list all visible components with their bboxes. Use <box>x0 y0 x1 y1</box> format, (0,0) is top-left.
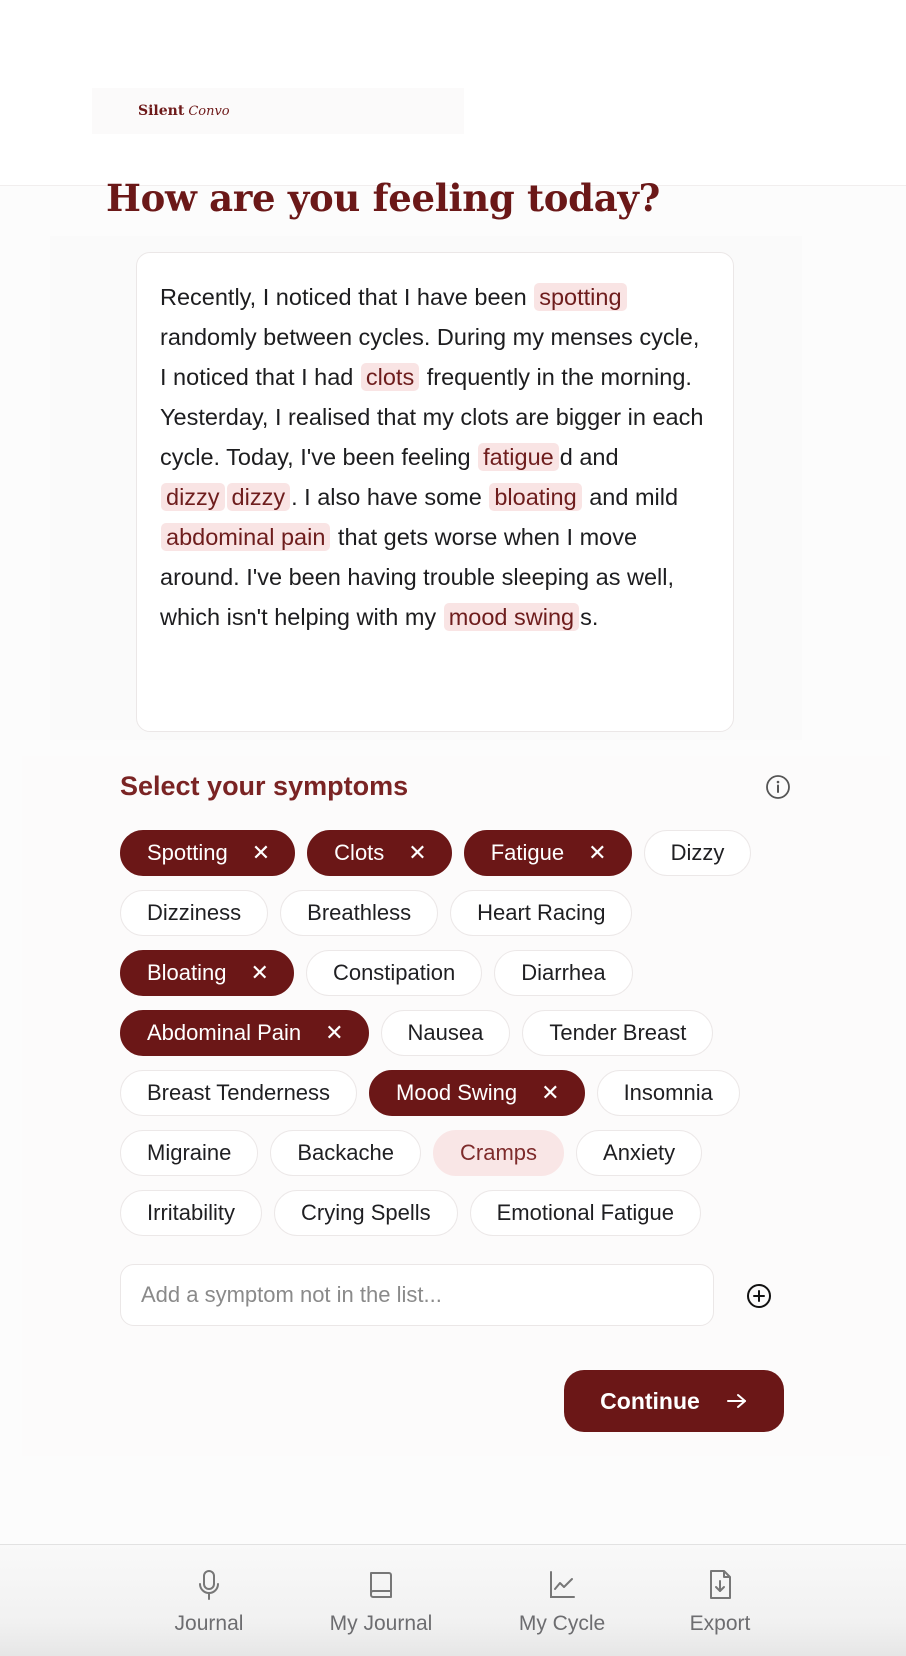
highlighted-symptom: abdominal pain <box>161 523 330 551</box>
symptom-chip[interactable] <box>576 1130 702 1176</box>
symptom-chip-label: Diarrhea <box>521 960 606 985</box>
remove-icon[interactable]: ✕ <box>251 840 271 865</box>
symptom-chip-list <box>120 830 800 1236</box>
add-circle-icon[interactable] <box>746 1283 772 1309</box>
brand-logo[interactable] <box>92 88 464 134</box>
symptom-chip[interactable] <box>120 830 295 876</box>
symptom-chip[interactable] <box>120 950 294 996</box>
add-symptom-field[interactable] <box>120 1264 714 1326</box>
journal-text: randomly between cycles. During my menses cycle, I noticed that I had <box>160 324 700 390</box>
symptom-chip[interactable] <box>450 890 632 936</box>
highlighted-symptom: spotting <box>534 283 626 311</box>
symptom-chip[interactable] <box>644 830 752 876</box>
nav-journal-label: Journal <box>174 1612 244 1635</box>
symptom-chip-label: Cramps <box>460 1140 538 1165</box>
symptom-chip[interactable] <box>120 1190 262 1236</box>
symptom-chip[interactable] <box>464 830 632 876</box>
symptom-chip-label: Abdominal Pain <box>147 1020 302 1045</box>
symptom-chip-label: Breathless <box>307 900 412 925</box>
journal-text: d and <box>559 444 619 470</box>
brand-word-2: Convo <box>188 103 230 119</box>
symptom-chip-label: Insomnia <box>623 1080 713 1105</box>
symptom-chip[interactable] <box>120 890 268 936</box>
nav-export-label: Export <box>689 1612 751 1635</box>
symptoms-title: Select your symptoms <box>120 771 409 801</box>
symptom-chip-label: Breast Tenderness <box>147 1080 331 1105</box>
symptom-chip[interactable] <box>120 1070 357 1116</box>
symptom-chip-label: Migraine <box>147 1140 232 1165</box>
nav-my-cycle-label: My Cycle <box>518 1612 606 1635</box>
journal-entry-text <box>136 252 734 732</box>
symptom-chip-label: Spotting <box>147 840 228 865</box>
symptom-chip-label: Irritability <box>147 1200 236 1225</box>
remove-icon[interactable]: ✕ <box>408 840 427 865</box>
symptom-chip[interactable] <box>274 1190 458 1236</box>
highlighted-symptom: dizzy <box>227 483 291 511</box>
highlighted-symptom: bloating <box>489 483 581 511</box>
symptom-chip[interactable] <box>597 1070 740 1116</box>
highlighted-symptom: clots <box>361 363 419 391</box>
highlighted-symptom: fatigue <box>478 443 559 471</box>
symptom-chip-label: Anxiety <box>603 1140 676 1165</box>
symptom-chip-label: Tender Breast <box>549 1020 687 1045</box>
journal-text: that gets worse when I move around. I've been having trouble sleeping as well, which isn't helping with my <box>160 524 674 630</box>
journal-text: frequently in the morning. Yesterday, I realised that my clots are bigger in each cycle. Today, I've been feeling <box>160 364 704 470</box>
arrow-right-icon <box>726 1392 748 1410</box>
symptom-chip-label: Nausea <box>407 1020 484 1045</box>
symptom-chip[interactable] <box>120 1010 369 1056</box>
symptom-chip-label: Mood Swing <box>396 1080 518 1105</box>
journal-text: Recently, I noticed that I have been <box>160 284 534 310</box>
symptom-chip-label: Dizzy <box>670 840 725 865</box>
symptom-chip[interactable] <box>433 1130 564 1176</box>
symptom-chip-label: Crying Spells <box>301 1200 431 1225</box>
symptom-chip[interactable] <box>494 950 632 996</box>
book-icon <box>365 1568 397 1602</box>
symptom-chip[interactable] <box>381 1010 511 1056</box>
symptom-chip-label: Backache <box>297 1140 394 1165</box>
symptom-chip-label: Heart Racing <box>477 900 606 925</box>
symptom-chip-label: Fatigue <box>490 840 565 865</box>
nav-my-journal-label: My Journal <box>329 1612 433 1635</box>
symptom-chip[interactable] <box>280 890 438 936</box>
nav-journal[interactable] <box>134 1568 284 1636</box>
line-chart-icon <box>546 1568 578 1602</box>
symptom-chip-label: Constipation <box>332 960 456 985</box>
symptom-chip-label: Clots <box>334 840 385 865</box>
add-symptom-input[interactable] <box>141 1282 713 1308</box>
journal-text: and mild <box>582 484 679 510</box>
journal-text: s. <box>580 604 599 630</box>
nav-my-cycle[interactable] <box>487 1568 637 1636</box>
brand-word-1: Silent <box>138 103 185 119</box>
remove-icon[interactable]: ✕ <box>325 1020 344 1045</box>
microphone-icon <box>193 1568 225 1602</box>
symptom-chip[interactable] <box>470 1190 701 1236</box>
remove-icon[interactable]: ✕ <box>250 960 269 985</box>
symptom-chip-label: Emotional Fatigue <box>496 1200 674 1225</box>
continue-button[interactable] <box>564 1370 784 1432</box>
file-download-icon <box>704 1568 736 1602</box>
symptom-chip-label: Bloating <box>147 960 227 985</box>
symptom-chip-label: Dizziness <box>147 900 242 925</box>
remove-icon[interactable]: ✕ <box>588 840 607 865</box>
top-bar <box>0 0 906 186</box>
nav-my-journal[interactable] <box>306 1568 456 1636</box>
symptom-chip[interactable] <box>120 1130 258 1176</box>
symptom-chip[interactable] <box>306 950 482 996</box>
info-icon[interactable] <box>765 774 791 800</box>
journal-text: . I also have some <box>291 484 489 510</box>
symptom-chip[interactable] <box>522 1010 713 1056</box>
symptom-chip[interactable] <box>369 1070 585 1116</box>
continue-label: Continue <box>600 1387 700 1414</box>
symptom-chip[interactable] <box>270 1130 421 1176</box>
highlighted-symptom: mood swing <box>444 603 579 631</box>
page-title: How are you feeling today? <box>106 176 660 220</box>
symptom-chip[interactable] <box>307 830 452 876</box>
highlighted-symptom: dizzy <box>161 483 225 511</box>
remove-icon[interactable]: ✕ <box>541 1080 560 1105</box>
nav-export[interactable] <box>645 1568 795 1636</box>
